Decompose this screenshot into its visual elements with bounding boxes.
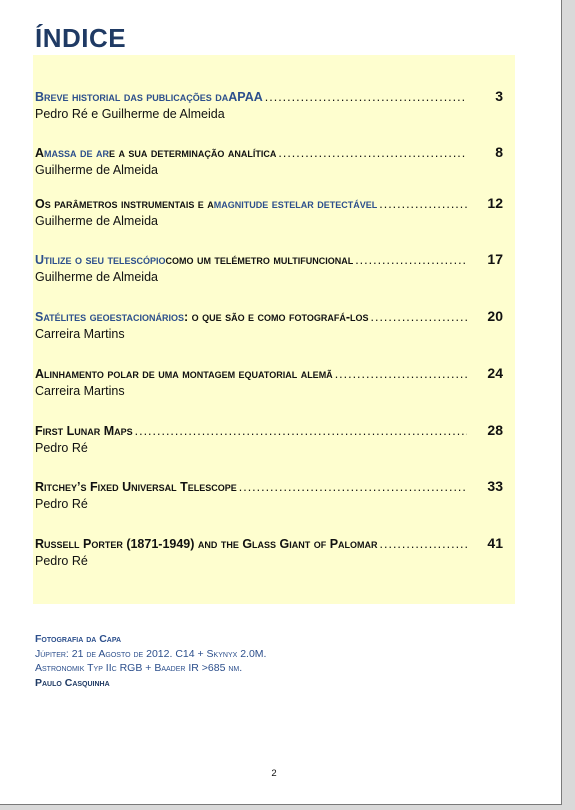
toc-page-number: 12 [487,195,503,211]
toc-title-part: Utilize o seu telescópio [35,253,166,267]
page-number: 2 [271,768,277,779]
toc-title-part: Satélites geoestacionários [35,310,184,324]
cover-photo-caption [35,632,266,690]
toc-entry-author: Guilherme de Almeida [35,270,158,284]
cover-line-2: Astronomik Typ IIc RGB + Baader IR >685 nm. [35,662,243,674]
toc-entry[interactable] [35,422,503,455]
toc-title-part: Os parâmetros instrumentais e a [35,197,214,211]
toc-leader-dots [371,310,467,324]
toc-title-part: Russell Porter (1871-1949) and the Glass Giant of Palomar [35,537,378,551]
toc-entry[interactable] [35,365,503,398]
toc-entry-author: Guilherme de Almeida [35,214,158,228]
cover-credit: Paulo Casquinha [35,676,110,689]
toc-leader-dots [278,146,467,160]
toc-title-part: A [35,146,45,160]
toc-entry[interactable] [35,478,503,511]
toc-entry[interactable] [35,144,503,177]
toc-entry-title [35,308,503,324]
table-of-contents [33,55,515,604]
toc-leader-dots [355,253,467,267]
toc-page-number: 20 [487,308,503,324]
toc-leader-dots [380,537,467,551]
page-title: ÍNDICE [35,23,127,53]
toc-page-number: 33 [487,478,503,494]
toc-title-part: magnitude estelar detectável [213,197,378,211]
toc-page-number: 41 [487,535,503,551]
toc-entry-title [35,251,503,267]
toc-entry[interactable] [35,535,503,568]
toc-title-part: e a sua determinação analítica [108,146,277,160]
toc-page-number: 24 [487,365,503,381]
toc-entry-title [35,195,503,211]
toc-title-part: como um telémetro multifuncional [165,253,354,267]
toc-entry-author: Carreira Martins [35,327,125,341]
toc-entry-title [35,535,503,551]
toc-entry-author: Pedro Ré [35,441,88,455]
toc-title-part: : o que são e como fotografá-los [184,310,369,324]
toc-entry-author: Pedro Ré e Guilherme de Almeida [35,107,225,121]
toc-entry-author: Pedro Ré [35,497,88,511]
toc-page-number: 17 [487,251,503,267]
toc-entry[interactable] [35,251,503,284]
toc-entry-author: Carreira Martins [35,384,125,398]
toc-entry[interactable] [35,308,503,341]
toc-entry[interactable] [35,195,503,228]
cover-heading: Fotografia da Capa [35,633,122,645]
toc-title-part: Breve historial das publicações da [35,90,229,104]
toc-entry-title [35,88,503,104]
toc-leader-dots [379,197,467,211]
toc-entry-title [35,422,503,438]
toc-leader-dots [239,480,467,494]
cover-line-1: Júpiter: 21 de Agosto de 2012. C14 + Skynyx 2.0M. [35,647,267,660]
toc-entry[interactable] [35,88,503,121]
toc-leader-dots [335,367,467,381]
toc-leader-dots [135,424,467,438]
toc-title-part: Alinhamento polar de uma montagem equatorial alemã [35,367,333,381]
toc-entry-title [35,144,503,160]
toc-page-number: 8 [495,144,503,160]
toc-entry-title [35,478,503,494]
toc-entry-author: Guilherme de Almeida [35,163,158,177]
toc-entry-title [35,365,503,381]
toc-entry-author: Pedro Ré [35,554,88,568]
toc-page-number: 3 [495,88,503,104]
toc-leader-dots [265,90,467,104]
toc-title-part: APAA [228,90,263,104]
toc-title-part: First Lunar Maps [35,424,133,438]
toc-title-part: Ritchey’s Fixed Universal Telescope [35,480,237,494]
toc-title-part: massa de ar [44,146,109,160]
toc-page-number: 28 [487,422,503,438]
